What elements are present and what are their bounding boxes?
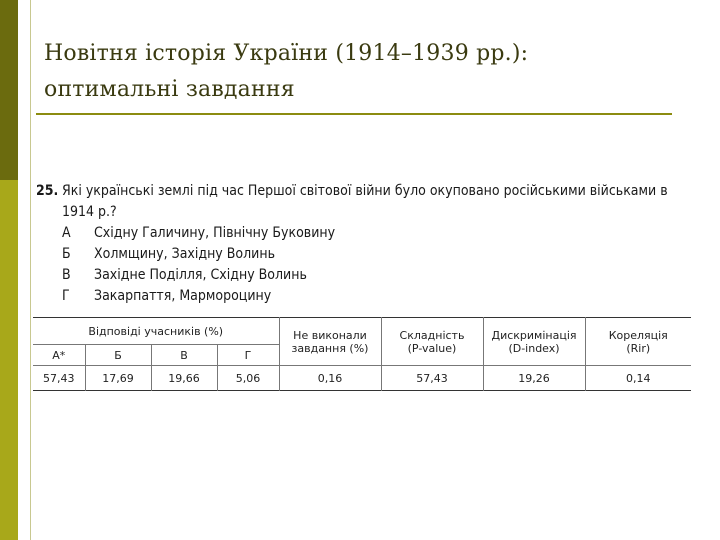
table-cell: 57,43 bbox=[33, 366, 85, 391]
stat-header-line: завдання (%) bbox=[291, 341, 369, 355]
stat-header-line: (Rir) bbox=[626, 341, 651, 355]
question-text: Які українські землі під час Першої світової війни було окуповано російськими військами в 1914 р.? bbox=[62, 183, 668, 220]
side-accent-bar-light bbox=[0, 180, 18, 540]
answer-column-header: Б bbox=[85, 345, 151, 366]
slide-title-line-2: оптимальні завдання bbox=[44, 77, 295, 102]
table-cell: 17,69 bbox=[85, 366, 151, 391]
option-letter: Г bbox=[62, 288, 70, 304]
stat-header-line: Складність bbox=[399, 328, 465, 342]
stat-header-line: Не виконали bbox=[293, 328, 367, 342]
slide-title-line-1: Новітня історія України (1914–1939 рр.): bbox=[44, 41, 529, 66]
answer-column-header: Г bbox=[217, 345, 279, 366]
table-cell: 19,26 bbox=[483, 366, 585, 391]
question-block bbox=[36, 181, 696, 307]
stat-header-line: Кореляція bbox=[608, 328, 668, 342]
question-header bbox=[36, 181, 696, 223]
stat-header-difficulty bbox=[381, 318, 483, 366]
statistics-table bbox=[33, 317, 691, 391]
question-number: 25. bbox=[36, 183, 59, 199]
answer-column-header: В bbox=[151, 345, 217, 366]
stat-header-line: (P-value) bbox=[407, 341, 457, 355]
stat-header-line: Дискримінація bbox=[491, 328, 577, 342]
stat-header-line: (D-index) bbox=[508, 341, 560, 355]
answer-column-header: А* bbox=[52, 348, 66, 362]
table-cell: 57,43 bbox=[381, 366, 483, 391]
stat-header-correlation bbox=[585, 318, 691, 366]
table-row bbox=[33, 366, 691, 391]
table-cell: 0,16 bbox=[279, 366, 381, 391]
option-text: Східну Галичину, Північну Буковину bbox=[94, 225, 336, 241]
side-thin-line bbox=[30, 0, 31, 540]
answer-option-b bbox=[36, 244, 696, 265]
slide-title bbox=[44, 36, 684, 108]
answer-option-d bbox=[36, 286, 696, 307]
title-underline bbox=[36, 113, 672, 115]
option-text: Західне Поділля, Східну Волинь bbox=[94, 267, 307, 283]
answer-option-a bbox=[36, 223, 696, 244]
option-letter: А bbox=[62, 225, 71, 241]
table-cell: 19,66 bbox=[151, 366, 217, 391]
stat-header-not-done bbox=[279, 318, 381, 366]
answers-group-header: Відповіді учасників (%) bbox=[33, 318, 279, 345]
table-cell: 0,14 bbox=[585, 366, 691, 391]
option-text: Холмщину, Західну Волинь bbox=[94, 246, 276, 262]
option-letter: В bbox=[62, 267, 71, 283]
answer-option-c bbox=[36, 265, 696, 286]
table-cell: 5,06 bbox=[217, 366, 279, 391]
stat-header-discrimination bbox=[483, 318, 585, 366]
table-header-row-1 bbox=[33, 318, 691, 345]
side-accent-bar-dark bbox=[0, 0, 18, 180]
option-text: Закарпаття, Мармороцину bbox=[94, 288, 272, 304]
option-letter: Б bbox=[62, 246, 71, 262]
